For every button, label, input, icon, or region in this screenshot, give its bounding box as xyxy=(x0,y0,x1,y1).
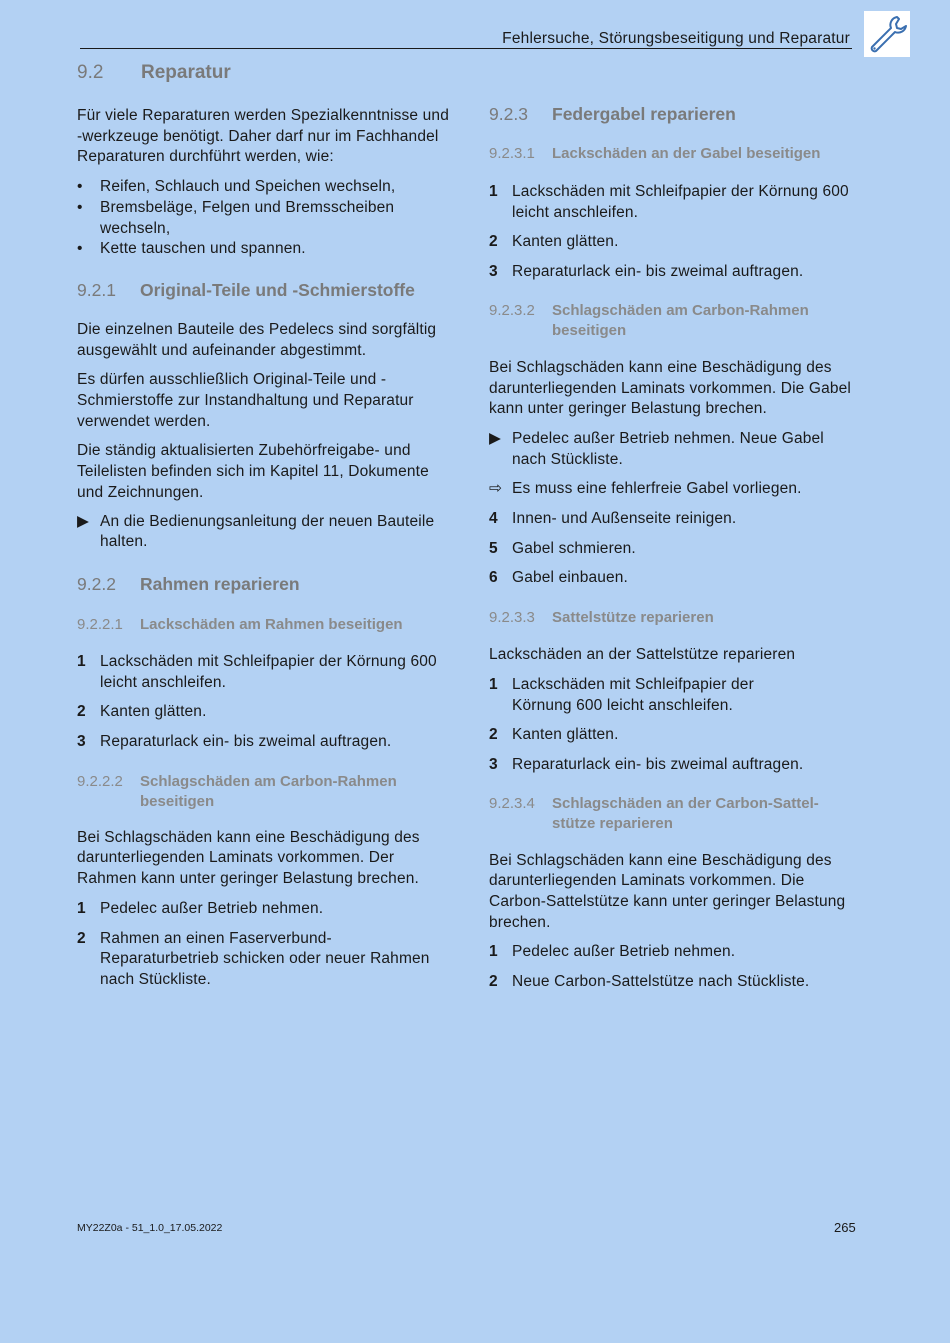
step-list xyxy=(489,675,861,776)
page-number: 265 xyxy=(834,1220,856,1235)
paragraph: Es dürfen ausschließlich Original-Teile und -Schmierstoffe zur Instandhaltung und Reparatur verwendet werden. xyxy=(77,371,414,430)
wrench-icon xyxy=(864,11,910,57)
step-list xyxy=(489,942,861,992)
step-item: 1 Lackschäden mit Schleifpapier der Körnung 600 leicht anschleifen. xyxy=(489,675,754,714)
step-item: 3 Reparaturlack ein- bis zweimal auftragen. xyxy=(489,755,804,773)
step-item: 4 Innen- und Außenseite reinigen. xyxy=(489,510,737,528)
step-item: 3 Reparaturlack ein- bis zweimal auftragen. xyxy=(77,733,392,751)
paragraph: Die einzelnen Bauteile des Pedelecs sind sorgfältig ausgewählt und aufeinander abgestimmt. xyxy=(77,320,437,359)
section-heading-9-2-3-2: 9.2.3.2 Schlagschäden am Carbon-Rahmen beseitigen xyxy=(489,301,809,339)
step-item: 2 Kanten glätten. xyxy=(489,233,619,251)
list-item: • Bremsbeläge, Felgen und Bremsscheiben wechseln, xyxy=(77,198,395,237)
step-list xyxy=(77,899,449,991)
step-item: 2 Rahmen an einen Faserverbund-Reparaturbetrieb schicken oder neuer Rahmen nach Stückliste. xyxy=(77,929,430,988)
header-rule xyxy=(80,48,852,49)
step-list xyxy=(489,182,861,283)
running-header: Fehlersuche, Störungsbeseitigung und Reparatur xyxy=(502,30,850,47)
result-step: ⇨ Es muss eine fehlerfreie Gabel vorliegen. xyxy=(489,479,861,500)
step-item: 6 Gabel einbauen. xyxy=(489,569,629,587)
intro-paragraph: Für viele Reparaturen werden Spezialkenntnisse und -werkzeuge benötigt. Daher darf nur im Fachhandel Reparaturen durchführt werden, wie: xyxy=(77,107,449,166)
play-arrow-icon: ▶ xyxy=(77,512,90,530)
step-item: 1 Lackschäden mit Schleifpapier der Körnung 600 leicht anschleifen. xyxy=(489,183,849,221)
step-item: 1 Pedelec außer Betrieb nehmen. xyxy=(77,899,324,917)
step-item: 2 Kanten glätten. xyxy=(489,726,619,744)
step-item: 1 Pedelec außer Betrieb nehmen. xyxy=(489,943,736,961)
step-item: 3 Reparaturlack ein- bis zweimal auftragen. xyxy=(489,263,804,281)
play-arrow-icon: ▶ xyxy=(489,429,502,447)
action-step: ▶ Pedelec außer Betrieb nehmen. Neue Gabel nach Stückliste. xyxy=(489,429,861,470)
step-item: 2 Kanten glätten. xyxy=(77,703,207,721)
paragraph: Lackschäden an der Sattelstütze reparieren xyxy=(489,646,796,664)
repair-bullet-list xyxy=(77,177,449,260)
section-heading-9-2-1: 9.2.1 Original-Teile und -Schmierstoffe xyxy=(77,279,415,300)
section-heading-9-2-2-1: 9.2.2.1 Lackschäden am Rahmen beseitigen xyxy=(77,615,403,633)
section-heading-9-2-3-3: 9.2.3.3 Sattelstütze reparieren xyxy=(489,609,714,627)
section-heading-9-2-3: 9.2.3 Federgabel reparieren xyxy=(489,104,736,124)
right-column xyxy=(489,104,861,993)
section-heading-9-2: 9.2 Reparatur xyxy=(77,62,231,83)
paragraph: Bei Schlagschäden kann eine Beschädigung des darunterliegenden Laminats vorkommen. Die Carbon-Sattelstütze kann unter geringer Belastung brechen. xyxy=(489,851,846,931)
paragraph: Bei Schlagschäden kann eine Beschädigung des darunterliegenden Laminats vorkommen. Die Gabel kann unter geringer Belastung brechen. xyxy=(489,358,852,418)
list-item: • Reifen, Schlauch und Speichen wechseln, xyxy=(77,178,396,196)
result-arrow-icon: ⇨ xyxy=(489,480,503,498)
section-heading-9-2-3-1: 9.2.3.1 Lackschäden an der Gabel beseitigen xyxy=(489,145,821,162)
paragraph: Bei Schlagschäden kann eine Beschädigung des darunterliegenden Laminats vorkommen. Der Rahmen kann unter geringer Belastung brechen. xyxy=(77,828,420,888)
step-list xyxy=(77,652,449,753)
step-item: 2 Neue Carbon-Sattelstütze nach Stückliste. xyxy=(489,973,810,991)
action-step: ▶ An die Bedienungsanleitung der neuen Bauteile halten. xyxy=(77,512,449,553)
paragraph: Die ständig aktualisierten Zubehörfreigabe- und Teilelisten befinden sich im Kapitel 11, Dokumente und Zeichnungen. xyxy=(77,442,429,501)
section-heading-9-2-2: 9.2.2 Rahmen reparieren xyxy=(77,573,300,594)
section-heading-9-2-3-4: 9.2.3.4 Schlagschäden an der Carbon-Sattel-stütze reparieren xyxy=(489,794,819,832)
step-item: 1 Lackschäden mit Schleifpapier der Körnung 600 leicht anschleifen. xyxy=(77,652,437,691)
list-item: • Kette tauschen und spannen. xyxy=(77,240,306,258)
document-code: MY22Z0a - 51_1.0_17.05.2022 xyxy=(77,1222,223,1234)
step-item: 5 Gabel schmieren. xyxy=(489,539,636,557)
section-heading-9-2-2-2: 9.2.2.2 Schlagschäden am Carbon-Rahmen beseitigen xyxy=(77,772,397,810)
left-column xyxy=(77,62,449,991)
